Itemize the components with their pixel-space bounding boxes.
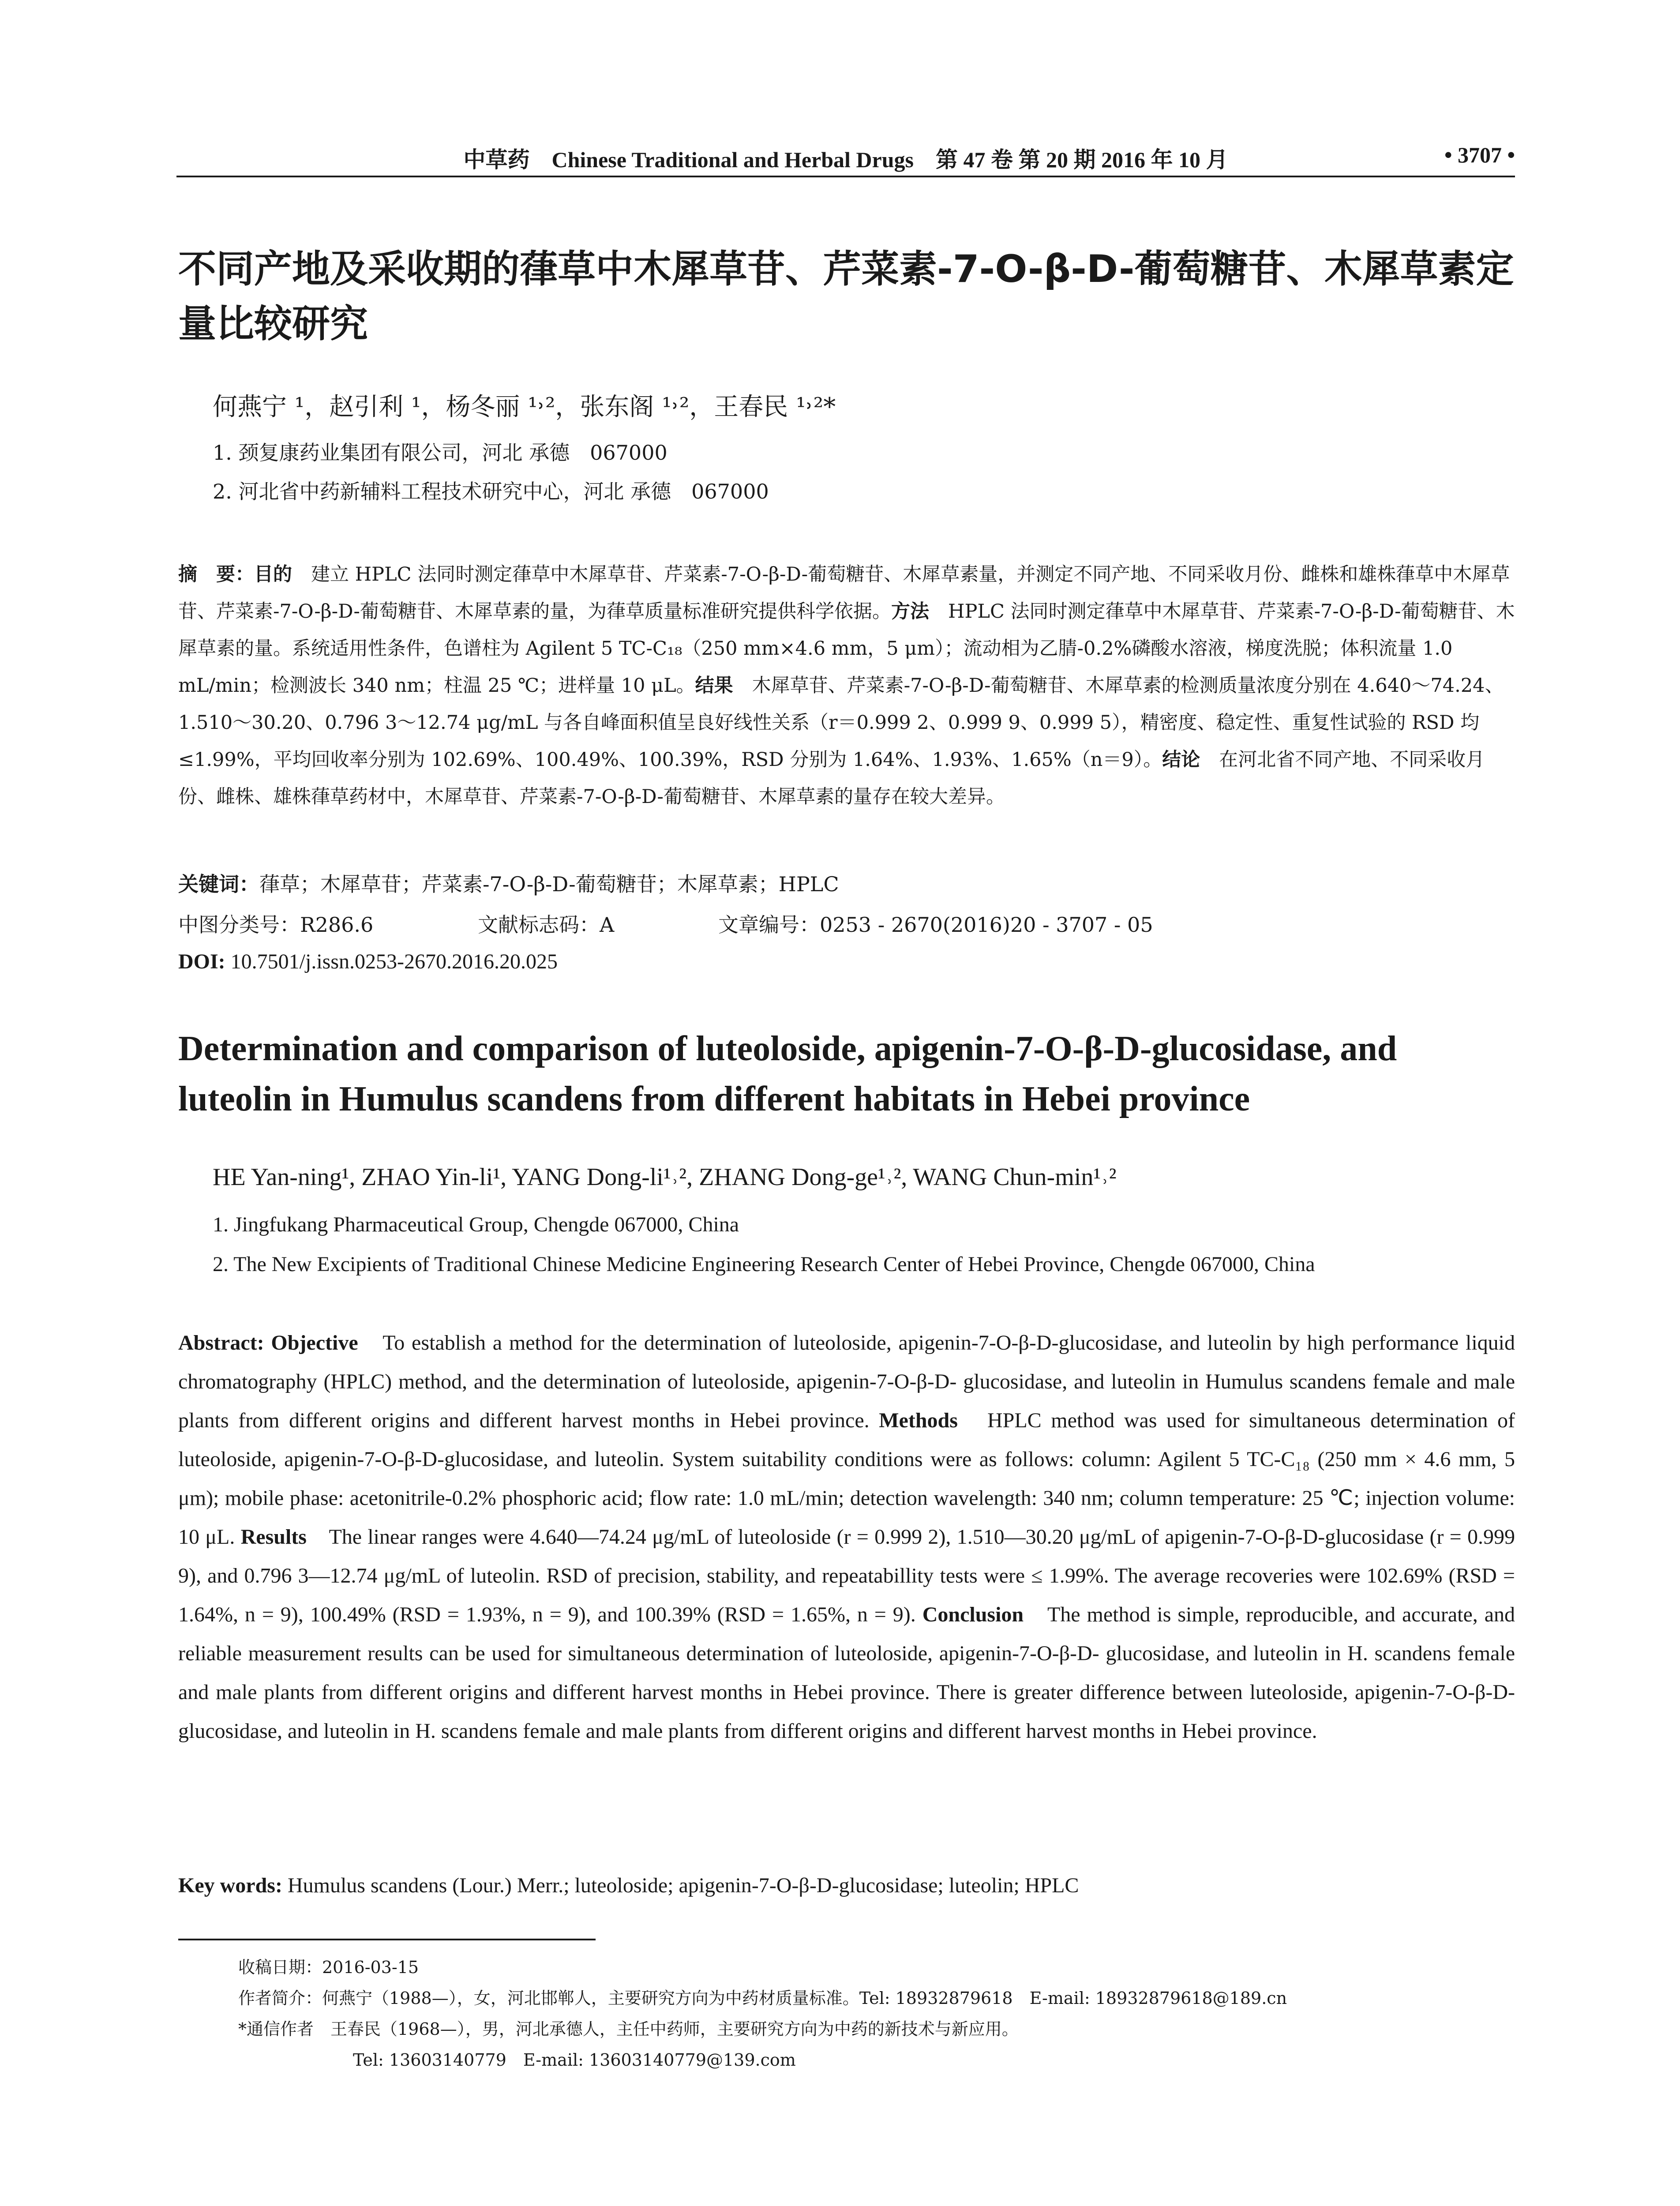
en-objective-text: To establish a method for the determination of luteoloside, apigenin-7-O-β-D-glucosidase, and luteolin by high performance liquid chromatography (HPLC) method, and the determination of luteoloside, apigenin-7-O-β-D- glucosidase, and luteolin in Humulus scandens female and male plants from different origins and different harvest months in Hebei province.	[178, 1331, 1515, 1432]
footnote-rule	[178, 1939, 596, 1940]
method-text: HPLC 法同时测定葎草中木犀草苷、芹菜素-7-O-β-D-葡萄糖苷、木犀草素的量。系统适用性条件，色谱柱为 Agilent 5 TC-C₁₈（250 mm×4.6 mm，5 μm）；流动相为乙腈-0.2%磷酸水溶液，梯度洗脱；体积流量 1.0 mL/min；检测波长 340 nm；柱温 25 ℃；进样量 10 μL。	[178, 600, 1515, 697]
en-objective-label: Abstract: Objective	[178, 1331, 358, 1354]
en-results-label: Results	[240, 1525, 307, 1549]
english-keywords	[178, 1873, 1515, 1898]
method-label: 方法	[891, 600, 929, 623]
journal-header: 中草药 Chinese Traditional and Herbal Drugs 第 47 卷 第 20 期 2016 年 10 月	[463, 147, 1228, 172]
corresponding-author: *通信作者 王春民（1968—），男，河北承德人，主任中药师，主要研究方向为中药的新技术与新应用。	[238, 2019, 1019, 2039]
keywords-label: 关键词：	[178, 872, 259, 896]
english-affiliation-1: 1. Jingfukang Pharmaceutical Group, Chengde 067000, China	[213, 1213, 739, 1236]
conclusion-text: 在河北省不同产地、不同采收月份、雌株、雄株葎草药材中，木犀草苷、芹菜素-7-O-β-D-葡萄糖苷、木犀草素的量存在较大差异。	[178, 749, 1485, 808]
objective-text: 建立 HPLC 法同时测定葎草中木犀草苷、芹菜素-7-O-β-D-葡萄糖苷、木犀草素量，并测定不同产地、不同采收月份、雌株和雄株葎草中木犀草苷、芹菜素-7-O-β-D-葡萄糖苷、木犀草素的量，为葎草质量标准研究提供科学依据。	[178, 563, 1510, 623]
doi-line	[178, 949, 558, 974]
chinese-keywords	[178, 868, 1515, 897]
chinese-affiliation-2: 2. 河北省中药新辅料工程技术研究中心，河北 承德 067000	[213, 480, 769, 503]
english-title: Determination and comparison of luteoloside, apigenin-7-O-β-D-glucosidase, and luteolin in Humulus scandens from different habitats in Hebei province	[178, 1029, 1397, 1118]
chinese-abstract	[178, 556, 1515, 815]
result-text: 木犀草苷、芹菜素-7-O-β-D-葡萄糖苷、木犀草素的检测质量浓度分别在 4.640～74.24、1.510～30.20、0.796 3～12.74 μg/mL 与各自峰面积值呈良好线性关系（r＝0.999 2、0.999 9、0.999 5），精密度、稳定性、重复性试验的 RSD 均≤1.99%，平均回收率分别为 102.69%、100.49%、100.39%，RSD 分别为 1.64%、1.93%、1.65%（n＝9）。	[178, 675, 1504, 771]
header-rule	[176, 176, 1515, 177]
en-conclusion-label: Conclusion	[922, 1603, 1024, 1626]
running-header	[176, 142, 1515, 173]
author-bio: 作者简介：何燕宁（1988—），女，河北邯郸人，主要研究方向为中药材质量标准。Tel: 18932879618 E-mail: 18932879618@189.cn	[238, 1988, 1287, 2008]
chinese-authors: 何燕宁 ¹，赵引利 ¹，杨冬丽 ¹˒²，张东阁 ¹˒²，王春民 ¹˒²*	[213, 393, 836, 421]
abstract-label: 摘 要：	[178, 563, 254, 585]
en-methods-text: HPLC method was used for simultaneous determination of luteoloside, apigenin-7-O-β-D-glucosidase, and luteolin. System suitability conditions were as follows: column: Agilent 5 TC-C₁₈ (250 mm × 4.6 mm, 5 μm); mobile phase: acetonitrile-0.2% phosphoric acid; flow rate: 1.0 mL/min; detection wavelength: 340 nm; column temperature: 25 ℃; injection volume: 10 μL.	[178, 1409, 1515, 1549]
english-abstract	[178, 1324, 1515, 1751]
doi-value: 10.7501/j.issn.0253-2670.2016.20.025	[225, 950, 558, 973]
conclusion-label: 结论	[1162, 749, 1200, 771]
keywords-text: 葎草；木犀草苷；芹菜素-7-O-β-D-葡萄糖苷；木犀草素；HPLC	[259, 872, 839, 896]
en-methods-label: Methods	[879, 1409, 958, 1432]
english-affiliation-2: 2. The New Excipients of Traditional Chinese Medicine Engineering Research Center of Hebei Province, Chengde 067000, China	[213, 1253, 1315, 1276]
corresponding-contact: Tel: 13603140779 E-mail: 13603140779@139.com	[353, 2050, 796, 2070]
result-label: 结果	[695, 675, 733, 697]
page-number: • 3707 •	[1444, 143, 1515, 167]
objective-label: 目的	[254, 563, 292, 585]
article-number: 文章编号：0253 - 2670(2016)20 - 3707 - 05	[718, 913, 1153, 937]
chinese-affiliation-1: 1. 颈复康药业集团有限公司，河北 承德 067000	[213, 441, 668, 465]
en-keywords-text: Humulus scandens (Lour.) Merr.; luteoloside; apigenin-7-O-β-D-glucosidase; luteolin; HPLC	[282, 1874, 1079, 1897]
doi-label: DOI:	[178, 950, 225, 973]
document-code: 文献标志码：A	[478, 913, 615, 937]
en-results-text: The linear ranges were 4.640—74.24 μg/mL of luteoloside (r = 0.999 2), 1.510—30.20 μg/mL of apigenin-7-O-β-D-glucosidase (r = 0.999 9), and 0.796 3—12.74 μg/mL of luteolin. RSD of precision, stability, and repeatabillity tests were ≤ 1.99%. The average recoveries were 102.69% (RSD = 1.64%, n = 9), 100.49% (RSD = 1.93%, n = 9), and 100.39% (RSD = 1.65%, n = 9).	[178, 1525, 1515, 1626]
chinese-title: 不同产地及采收期的葎草中木犀草苷、芹菜素-7-O-β-D-葡萄糖苷、木犀草素定量比较研究	[178, 247, 1514, 346]
clc-number: 中图分类号：R286.6	[178, 913, 374, 937]
english-authors: HE Yan-ning¹, ZHAO Yin-li¹, YANG Dong-li¹˒², ZHANG Dong-ge¹˒², WANG Chun-min¹˒²	[213, 1163, 1117, 1191]
received-date: 收稿日期：2016-03-15	[238, 1958, 419, 1977]
en-conclusion-text: The method is simple, reproducible, and accurate, and reliable measurement results can be used for simultaneous determination of luteoloside, apigenin-7-O-β-D- glucosidase, and luteolin in H. scandens female and male plants from different origins and different harvest months in Hebei province. There is greater difference between luteoloside, apigenin-7-O-β-D-glucosidase, and luteolin in H. scandens female and male plants from different origins and different harvest months in Hebei province.	[178, 1603, 1515, 1743]
en-keywords-label: Key words:	[178, 1874, 282, 1897]
